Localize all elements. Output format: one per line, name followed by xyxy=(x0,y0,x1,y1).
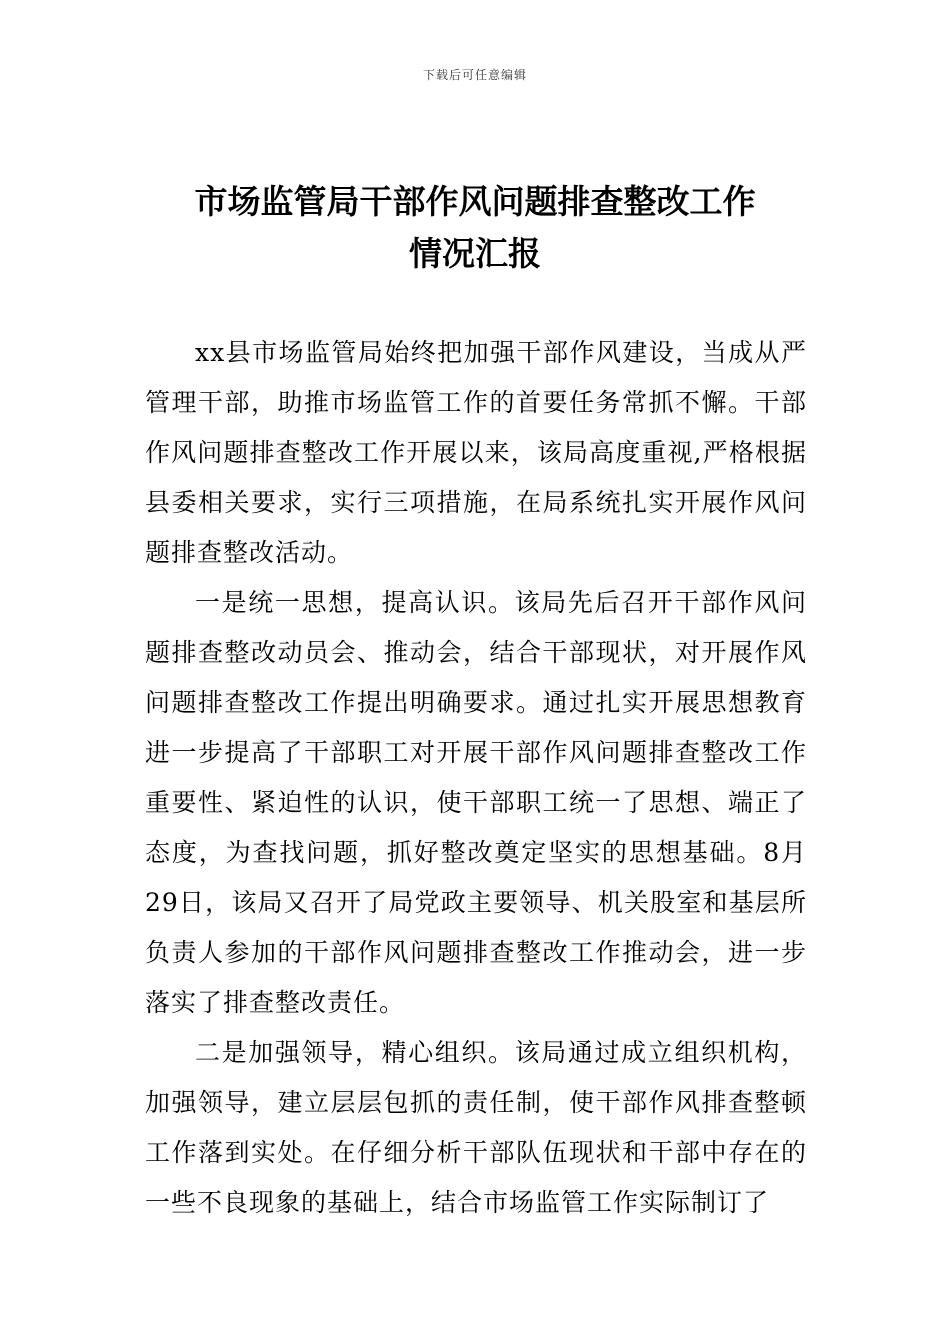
document-body xyxy=(145,328,807,1228)
header-note: 下载后可任意编辑 xyxy=(422,68,527,82)
document-title xyxy=(140,176,810,280)
title-line-1: 市场监管局干部作风问题排查整改工作 xyxy=(194,182,756,221)
title-line-2: 情况汇报 xyxy=(409,234,541,273)
paragraph-unify-thinking: 一是统一思想，提高认识。该局先后召开干部作风问题排查整改动员会、推动会，结合干部现状，对开展作风问题排查整改工作提出明确要求。通过扎实开展思想教育进一步提高了干部职工对开展干部作风问题排查整改工作重要性、紧迫性的认识，使干部职工统一了思想、端正了态度，为查找问题，抓好整改奠定坚实的思想基础。8月29日，该局又召开了局党政主要领导、机关股室和基层所负责人参加的干部作风问题排查整改工作推动会，进一步落实了排查整改责任。 xyxy=(145,588,807,1017)
paragraph-intro: xx县市场监管局始终把加强干部作风建设，当成从严管理干部，助推市场监管工作的首要任务常抓不懈。干部作风问题排查整改工作开展以来，该局高度重视,严格根据县委相关要求，实行三项措施，在局系统扎实开展作风问题排查整改活动。 xyxy=(145,338,807,567)
paragraph-strengthen-leadership: 二是加强领导，精心组织。该局通过成立组织机构，加强领导，建立层层包抓的责任制，使干部作风排查整顿工作落到实处。在仔细分析干部队伍现状和干部中存在的一些不良现象的基础上，结合市场监管工作实际制订了 xyxy=(145,1038,807,1217)
